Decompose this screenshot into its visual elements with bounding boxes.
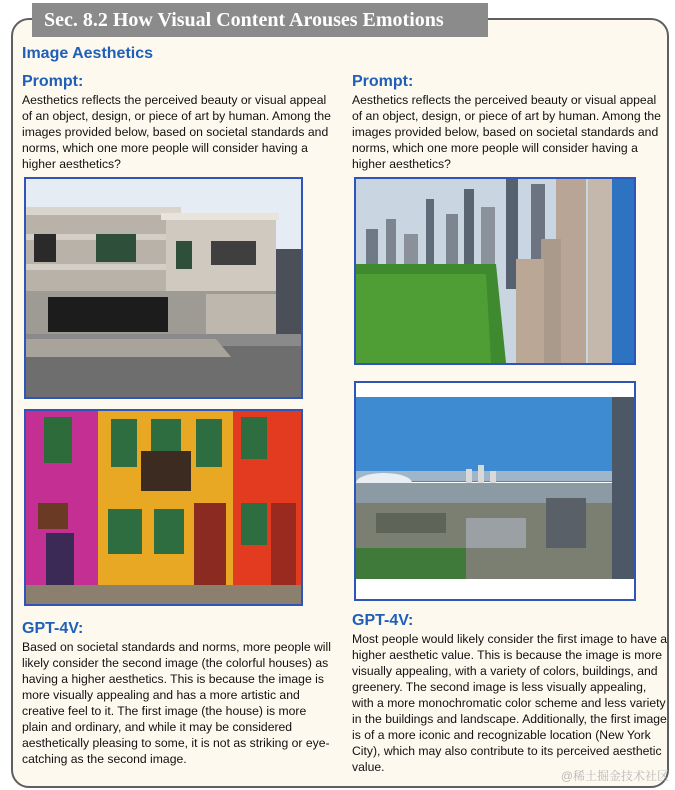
left-answer-heading: GPT-4V: bbox=[22, 620, 84, 637]
left-prompt-text: Aesthetics reflects the perceived beauty or visual appeal of an object, design, or piece of art by human. Among the images provided below, based on societal standards and norms, which one more people will consider having a higher aesthetics? bbox=[22, 93, 331, 171]
waterfront-illustration bbox=[356, 383, 634, 599]
waterfront-city-image bbox=[354, 381, 636, 601]
colorful-houses-image bbox=[24, 409, 303, 606]
nyc-illustration bbox=[356, 179, 634, 363]
subtitle: Image Aesthetics bbox=[22, 45, 154, 62]
right-answer-heading: GPT-4V: bbox=[352, 612, 414, 629]
right-prompt-heading: Prompt: bbox=[352, 73, 414, 90]
new-york-city-image bbox=[354, 177, 636, 365]
left-answer-text: Based on societal standards and norms, more people will likely consider the second image (the colorful houses) as having a higher aesthetics. This is because the image is more visually appealing and has a more artistic and creative feel to it. The first image (the house) is more plain and ordinary, and while it may be considered aesthetically pleasing to some, it is not as striking or eye-catching as the second image. bbox=[22, 640, 331, 766]
right-prompt-text: Aesthetics reflects the perceived beauty or visual appeal of an object, design, or piece of art by human. Among the images provided below, based on societal standards and norms, which one more people will consider having a higher aesthetics? bbox=[352, 93, 661, 171]
house-illustration bbox=[26, 179, 301, 397]
watermark: @稀土掘金技术社区 bbox=[560, 769, 669, 783]
section-title: Sec. 8.2 How Visual Content Arouses Emotions bbox=[32, 3, 488, 37]
right-answer-text: Most people would likely consider the first image to have a higher aesthetic value. This is because the image is more visually appealing, with a variety of colors, buildings, and greenery. The second image is less visually appealing, with a more monochromatic color scheme and less variety in the buildings and landscape. Additionally, the first image is of a more iconic and recognizable location (New York City), which may also contribute to its perceived aesthetic value. bbox=[352, 632, 668, 774]
colorful-houses-illustration bbox=[26, 411, 301, 604]
house-image bbox=[24, 177, 303, 399]
left-prompt-heading: Prompt: bbox=[22, 73, 84, 90]
